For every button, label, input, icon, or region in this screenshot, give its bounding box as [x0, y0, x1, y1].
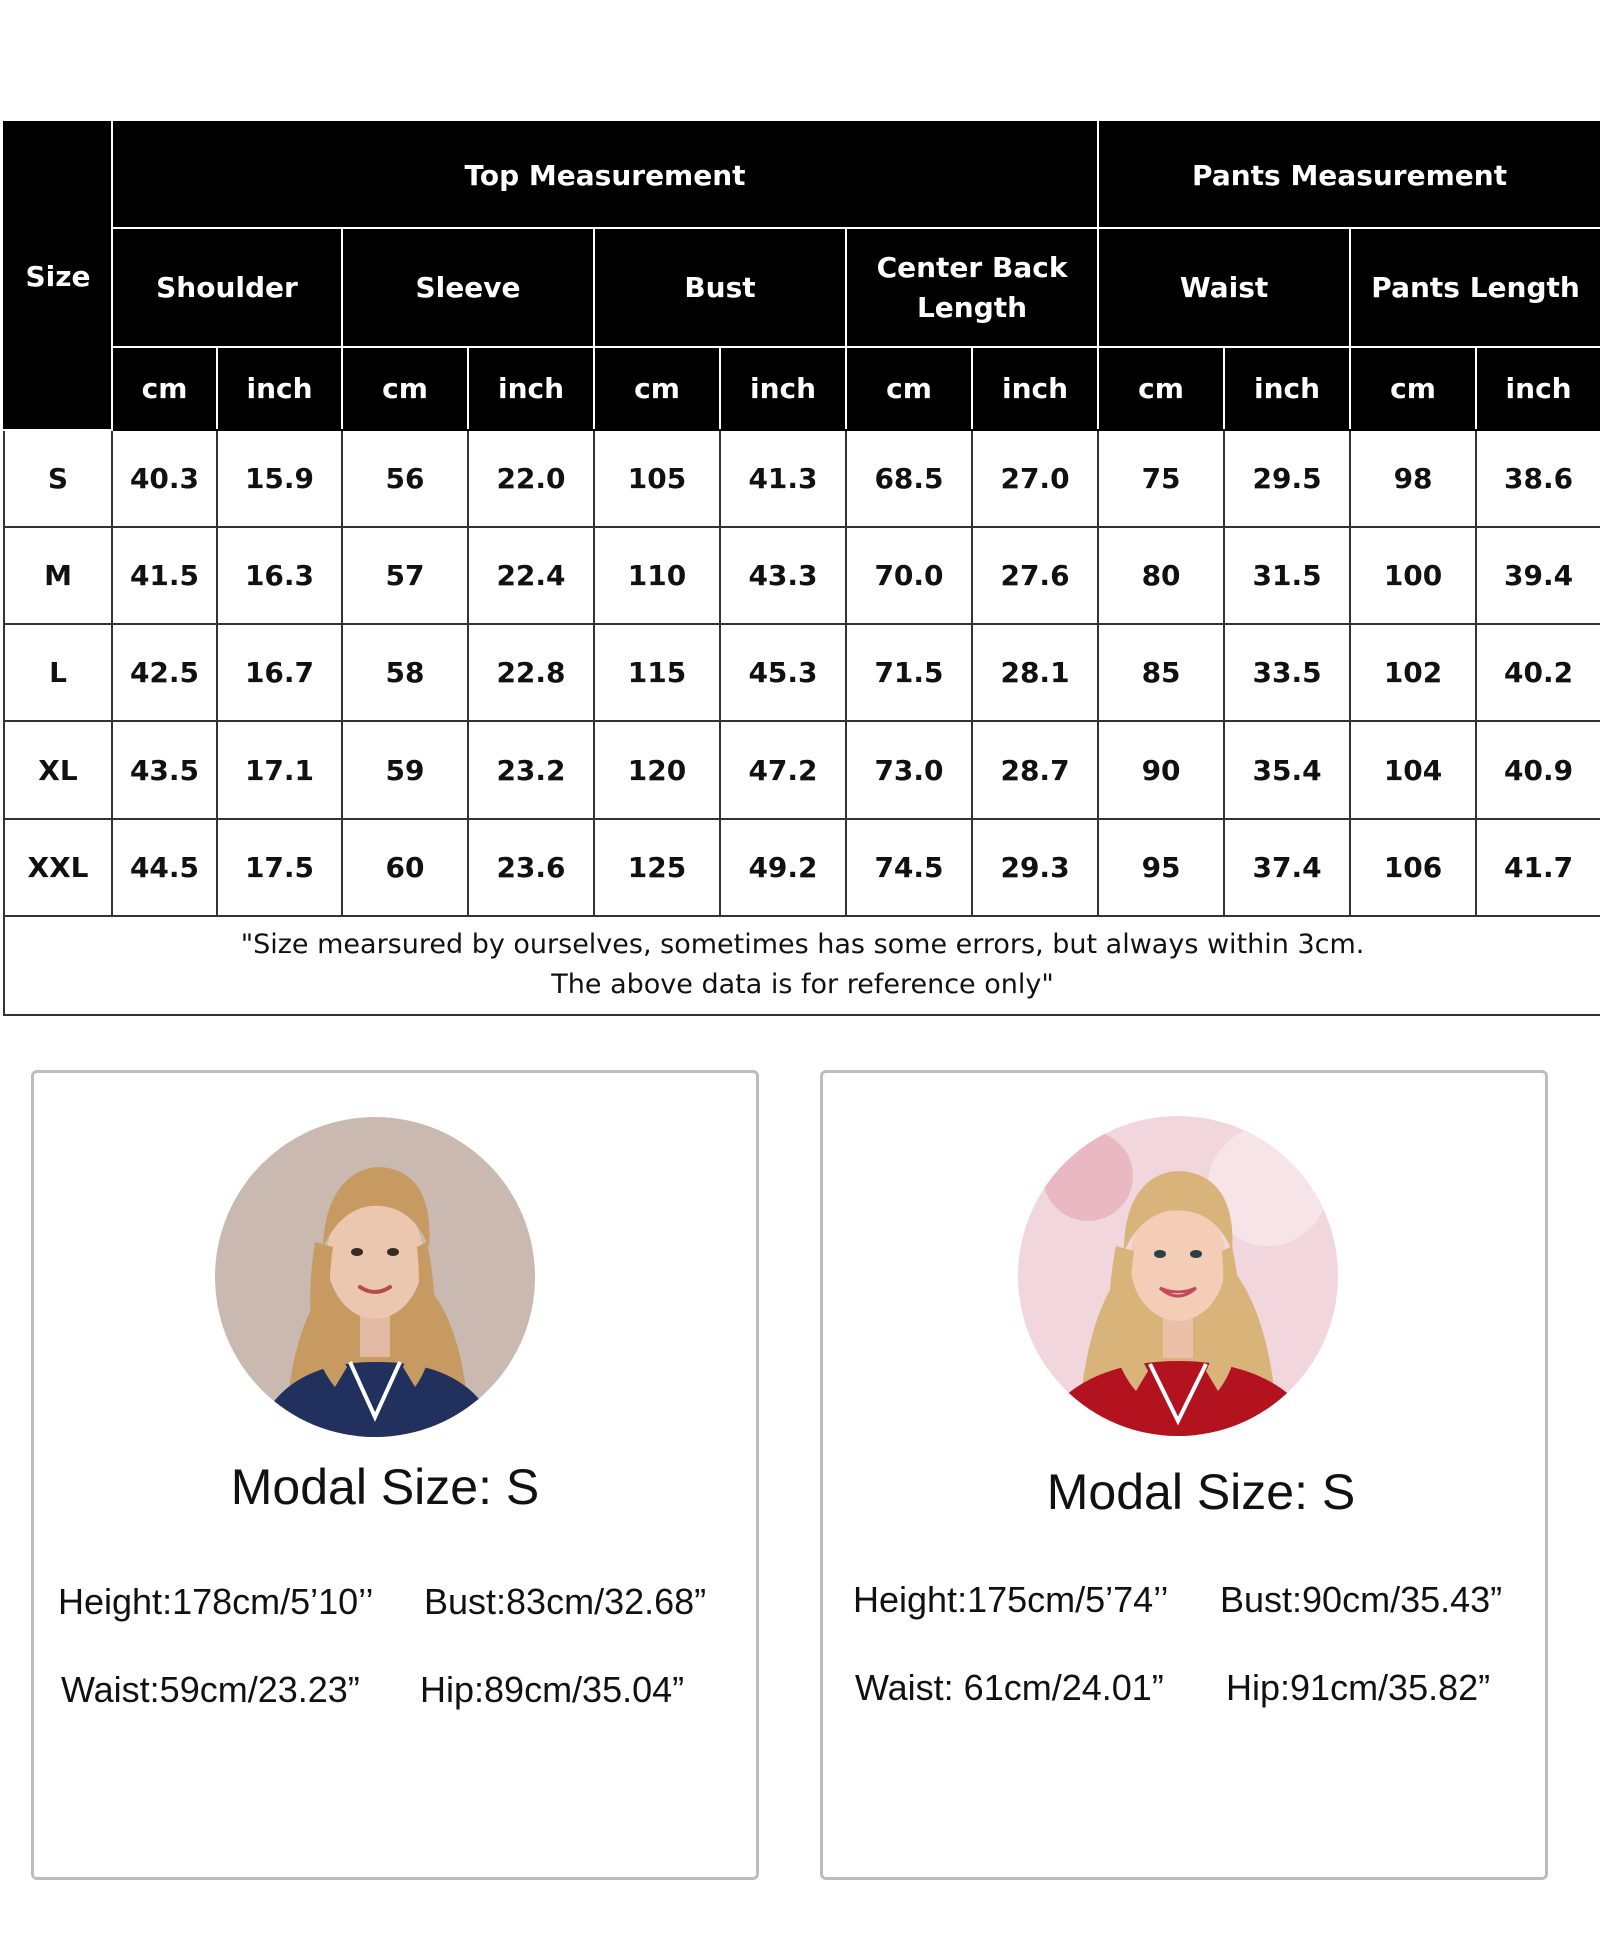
value-cell: 28.1: [972, 624, 1098, 721]
size-chart-table: [3, 121, 1600, 1016]
value-cell: 39.4: [1476, 527, 1600, 624]
value-cell: 29.3: [972, 819, 1098, 916]
value-cell: 95: [1098, 819, 1224, 916]
shoulder-header: Shoulder: [112, 228, 342, 347]
model-card: [31, 1070, 759, 1880]
size-cell: XL: [4, 721, 112, 818]
note-line-2: The above data is for reference only": [551, 969, 1054, 1001]
value-cell: 27.0: [972, 430, 1098, 527]
value-cell: 42.5: [112, 624, 217, 721]
model-bust: Bust:83cm/32.68”: [424, 1581, 707, 1622]
waist-header: Waist: [1098, 228, 1350, 347]
unit-inch: inch: [1224, 347, 1350, 430]
value-cell: 80: [1098, 527, 1224, 624]
model-hip: Hip:89cm/35.04”: [420, 1669, 685, 1710]
value-cell: 41.3: [720, 430, 846, 527]
value-cell: 43.3: [720, 527, 846, 624]
value-cell: 102: [1350, 624, 1476, 721]
unit-cm: cm: [846, 347, 972, 430]
value-cell: 106: [1350, 819, 1476, 916]
value-cell: 31.5: [1224, 527, 1350, 624]
reference-note: [4, 916, 1600, 1015]
unit-inch: inch: [468, 347, 594, 430]
value-cell: 90: [1098, 721, 1224, 818]
model-waist: Waist:59cm/23.23”: [61, 1669, 360, 1710]
value-cell: 104: [1350, 721, 1476, 818]
table-row: [4, 624, 1600, 721]
value-cell: 17.5: [217, 819, 342, 916]
value-cell: 125: [594, 819, 720, 916]
size-cell: L: [4, 624, 112, 721]
value-cell: 41.7: [1476, 819, 1600, 916]
value-cell: 56: [342, 430, 468, 527]
value-cell: 41.5: [112, 527, 217, 624]
model-waist: Waist: 61cm/24.01”: [855, 1667, 1164, 1708]
size-column-header: Size: [4, 122, 112, 430]
model-size-label: Modal Size: S: [1046, 1464, 1356, 1520]
unit-inch: inch: [972, 347, 1098, 430]
unit-cm: cm: [594, 347, 720, 430]
size-table-body: [4, 430, 1600, 1015]
table-row: [4, 430, 1600, 527]
value-cell: 40.9: [1476, 721, 1600, 818]
value-cell: 70.0: [846, 527, 972, 624]
value-cell: 57: [342, 527, 468, 624]
value-cell: 40.3: [112, 430, 217, 527]
value-cell: 68.5: [846, 430, 972, 527]
value-cell: 58: [342, 624, 468, 721]
model-hip: Hip:91cm/35.82”: [1226, 1667, 1491, 1708]
value-cell: 73.0: [846, 721, 972, 818]
unit-inch: inch: [1476, 347, 1600, 430]
value-cell: 75: [1098, 430, 1224, 527]
model-photo-avatar: [1018, 1116, 1338, 1436]
note-line-1: "Size mearsured by ourselves, sometimes has some errors, but always within 3cm.: [240, 929, 1365, 961]
table-note-row: [4, 916, 1600, 1015]
unit-cm: cm: [112, 347, 217, 430]
table-row: [4, 527, 1600, 624]
size-cell: M: [4, 527, 112, 624]
model-height: Height:178cm/5’10’’: [58, 1581, 374, 1622]
value-cell: 28.7: [972, 721, 1098, 818]
size-cell: XXL: [4, 819, 112, 916]
model-photo-avatar: [215, 1117, 535, 1437]
unit-inch: inch: [720, 347, 846, 430]
value-cell: 38.6: [1476, 430, 1600, 527]
value-cell: 59: [342, 721, 468, 818]
table-row: [4, 721, 1600, 818]
value-cell: 105: [594, 430, 720, 527]
value-cell: 45.3: [720, 624, 846, 721]
value-cell: 40.2: [1476, 624, 1600, 721]
model-bust: Bust:90cm/35.43”: [1220, 1579, 1503, 1620]
value-cell: 47.2: [720, 721, 846, 818]
value-cell: 43.5: [112, 721, 217, 818]
value-cell: 23.6: [468, 819, 594, 916]
top-measurement-header: Top Measurement: [112, 122, 1098, 228]
value-cell: 85: [1098, 624, 1224, 721]
sleeve-header: Sleeve: [342, 228, 594, 347]
value-cell: 22.8: [468, 624, 594, 721]
value-cell: 49.2: [720, 819, 846, 916]
value-cell: 27.6: [972, 527, 1098, 624]
center-back-length-header: Center Back Length: [846, 228, 1098, 347]
value-cell: 16.3: [217, 527, 342, 624]
value-cell: 120: [594, 721, 720, 818]
model-size-label: Modal Size: S: [230, 1459, 540, 1515]
unit-cm: cm: [1098, 347, 1224, 430]
value-cell: 74.5: [846, 819, 972, 916]
pants-measurement-header: Pants Measurement: [1098, 122, 1600, 228]
value-cell: 16.7: [217, 624, 342, 721]
model-height: Height:175cm/5’74’’: [853, 1579, 1169, 1620]
value-cell: 71.5: [846, 624, 972, 721]
value-cell: 98: [1350, 430, 1476, 527]
value-cell: 100: [1350, 527, 1476, 624]
value-cell: 37.4: [1224, 819, 1350, 916]
pants-length-header: Pants Length: [1350, 228, 1600, 347]
bust-header: Bust: [594, 228, 846, 347]
value-cell: 23.2: [468, 721, 594, 818]
unit-cm: cm: [1350, 347, 1476, 430]
value-cell: 110: [594, 527, 720, 624]
value-cell: 29.5: [1224, 430, 1350, 527]
size-cell: S: [4, 430, 112, 527]
value-cell: 15.9: [217, 430, 342, 527]
value-cell: 44.5: [112, 819, 217, 916]
value-cell: 115: [594, 624, 720, 721]
value-cell: 60: [342, 819, 468, 916]
model-photo-illustration: [1018, 1116, 1338, 1436]
unit-inch: inch: [217, 347, 342, 430]
model-card: [820, 1070, 1548, 1880]
value-cell: 17.1: [217, 721, 342, 818]
value-cell: 22.0: [468, 430, 594, 527]
unit-cm: cm: [342, 347, 468, 430]
value-cell: 35.4: [1224, 721, 1350, 818]
value-cell: 22.4: [468, 527, 594, 624]
model-photo-illustration: [215, 1117, 535, 1437]
table-row: [4, 819, 1600, 916]
value-cell: 33.5: [1224, 624, 1350, 721]
